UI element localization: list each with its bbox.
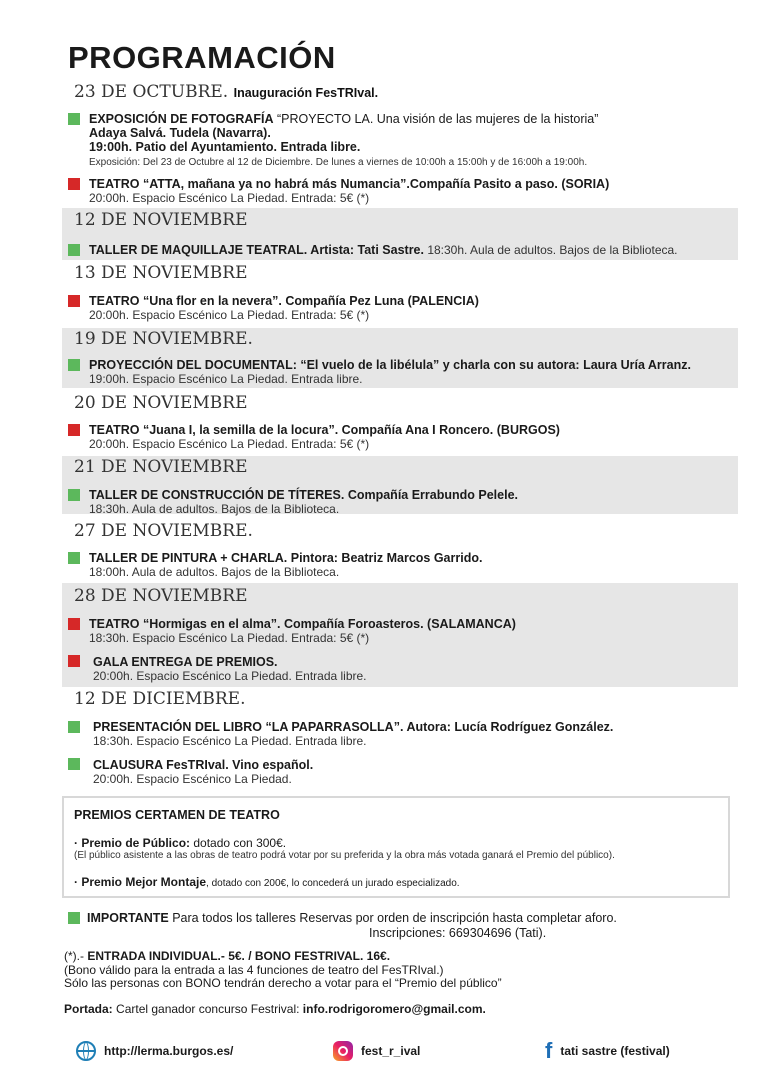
green-square-icon: [68, 244, 80, 256]
footer-facebook[interactable]: [545, 1038, 670, 1063]
footer-web[interactable]: [76, 1041, 233, 1061]
event-item: TEATRO “Juana I, la semilla de la locura”. Compañía Ana I Roncero. (BURGOS) 20:00h. Espacio Escénico La Piedad. Entrada: 5€ (*): [89, 423, 560, 451]
globe-icon: [76, 1041, 96, 1061]
green-square-icon: [68, 552, 80, 564]
red-square-icon: [68, 295, 80, 307]
event-item: TALLER DE PINTURA + CHARLA. Pintora: Beatriz Marcos Garrido. 18:00h. Aula de adultos. Bajos de la Biblioteca.: [89, 551, 483, 579]
page-title: PROGRAMACIÓN: [68, 40, 336, 75]
day-heading: 27 DE NOVIEMBRE.: [74, 521, 253, 541]
web-link[interactable]: http://lerma.burgos.es/: [104, 1044, 234, 1058]
day-heading: 19 DE NOVIEMBRE.: [74, 329, 253, 349]
green-square-icon: [68, 758, 80, 770]
entrada-info: (*).- ENTRADA INDIVIDUAL.- 5€. / BONO FESTRIVAL. 16€. (Bono válido para la entrada a las 4 funciones de teatro del FesTRIval.) Sólo las personas con BONO tendrán derecho a votar para el “Premio del público”: [64, 949, 502, 990]
event-item: TEATRO “Hormigas en el alma”. Compañía Foroasteros. (SALAMANCA) 18:30h. Espacio Escénico La Piedad. Entrada: 5€ (*): [89, 617, 516, 645]
event-item: TALLER DE CONSTRUCCIÓN DE TÍTERES. Compañía Errabundo Pelele. 18:30h. Aula de adultos. Bajos de la Biblioteca.: [89, 488, 518, 516]
facebook-handle[interactable]: tati sastre (festival): [560, 1044, 670, 1058]
event-item: CLAUSURA FesTRIval. Vino español. 20:00h. Espacio Escénico La Piedad.: [93, 758, 314, 786]
day-heading: 12 DE NOVIEMBRE: [74, 210, 248, 230]
premios-box: [62, 796, 730, 898]
day-heading: 20 DE NOVIEMBRE: [74, 393, 248, 413]
red-square-icon: [68, 655, 80, 667]
event-item: PROYECCIÓN DEL DOCUMENTAL: “El vuelo de la libélula” y charla con su autora: Laura Uría Arranz. 19:00h. Espacio Escénico La Piedad. Entrada libre.: [89, 358, 691, 386]
instagram-handle[interactable]: fest_r_ival: [361, 1044, 421, 1058]
red-square-icon: [68, 178, 80, 190]
day-heading: 21 DE NOVIEMBRE: [74, 457, 248, 477]
green-square-icon: [68, 489, 80, 501]
instagram-icon: [333, 1041, 353, 1061]
email-link[interactable]: info.rodrigoromero@gmail.com.: [302, 1002, 486, 1016]
event-item: EXPOSICIÓN DE FOTOGRAFÍA “PROYECTO LA. Una visión de las mujeres de la historia” Adaya Salvá. Tudela (Navarra). 19:00h. Patio del Ayuntamiento. Entrada libre. Exposición: Del 23 de Octubre al 12 de Diciembre. De lunes a viernes de 10:00h a 15:00h y de 16:00h a 19:00h.: [89, 112, 599, 168]
premio-publico-note: (El público asistente a las obras de teatro podrá votar por su preferida y la obra más votada ganará el Premio del público).: [74, 850, 615, 861]
day-heading: 13 DE NOVIEMBRE: [74, 263, 248, 283]
facebook-icon: f: [545, 1038, 553, 1063]
event-item: TEATRO “ATTA, mañana ya no habrá más Numancia”.Compañía Pasito a paso. (SORIA) 20:00h. Espacio Escénico La Piedad. Entrada: 5€ (*): [89, 177, 610, 205]
green-square-icon: [68, 359, 80, 371]
day-heading: 12 DE DICIEMBRE.: [74, 689, 246, 709]
event-item: PRESENTACIÓN DEL LIBRO “LA PAPARRASOLLA”. Autora: Lucía Rodríguez González. 18:30h. Espacio Escénico La Piedad. Entrada libre.: [93, 720, 614, 748]
portada-credit: Portada: Cartel ganador concurso Festrival: info.rodrigoromero@gmail.com.: [64, 1002, 486, 1016]
event-item: TALLER DE MAQUILLAJE TEATRAL. Artista: Tati Sastre. 18:30h. Aula de adultos. Bajos de la Biblioteca.: [89, 243, 678, 257]
day-heading: 28 DE NOVIEMBRE: [74, 586, 248, 606]
premio-montaje: · Premio Mejor Montaje, dotado con 200€, lo concederá un jurado especializado.: [74, 875, 460, 889]
event-item: GALA ENTREGA DE PREMIOS. 20:00h. Espacio Escénico La Piedad. Entrada libre.: [93, 655, 367, 683]
premio-publico: · Premio de Público: dotado con 300€.: [74, 836, 287, 850]
premios-heading: PREMIOS CERTAMEN DE TEATRO: [74, 808, 280, 822]
importante-note: IMPORTANTE Para todos los talleres Reservas por orden de inscripción hasta completar aforo. Inscripciones: 669304696 (Tati).: [87, 911, 617, 940]
green-square-icon: [68, 113, 80, 125]
green-square-icon: [68, 721, 80, 733]
green-square-icon: [68, 912, 80, 924]
day-heading: 23 DE OCTUBRE. Inauguración FesTRIval.: [74, 82, 379, 102]
event-item: TEATRO “Una flor en la nevera”. Compañía Pez Luna (PALENCIA) 20:00h. Espacio Escénico La Piedad. Entrada: 5€ (*): [89, 294, 479, 322]
red-square-icon: [68, 618, 80, 630]
footer-instagram[interactable]: [333, 1041, 420, 1061]
red-square-icon: [68, 424, 80, 436]
